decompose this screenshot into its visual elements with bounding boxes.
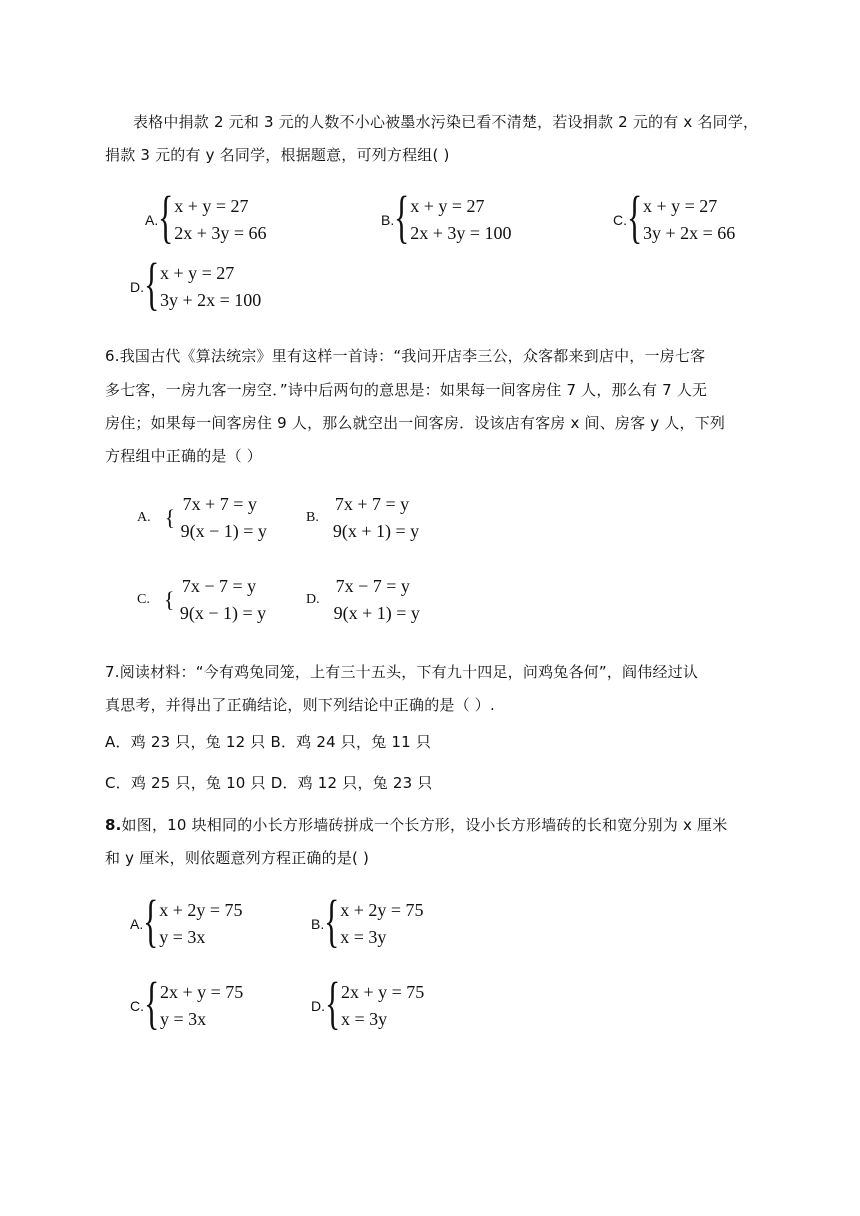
equation-2: 3y + 2x = 66 (643, 223, 736, 243)
equation-2: 9(x − 1) = y (179, 603, 267, 623)
q6-stem-line-2: 多七客，一房九客一房空．”诗中后两句的意思是：如果每一间客房住 7 人，那么有 7 人无 (105, 381, 708, 399)
q6-stem-line-1: 6.我国古代《算法统宗》里有这样一首诗：“我问开店李三公，众客都来到店中，一房七客 (105, 347, 706, 365)
brace-icon: { (158, 184, 174, 249)
q5-option-d[interactable] (130, 251, 262, 316)
q8-stem-text: 如图，10 块相同的小长方形墙砖拼成一个长方形，设小长方形墙砖的长和宽分别为 x 厘米 (121, 816, 728, 834)
q7-stem-line-2: 真思考，并得出了正确结论，则下列结论中正确的是（ ）. (105, 696, 495, 714)
q6-option-a[interactable] (137, 491, 267, 545)
brace-icon: { (627, 184, 643, 249)
option-label: B. (381, 212, 395, 228)
brace-icon: { (325, 970, 341, 1035)
equation-2: 9(x − 1) = y (180, 521, 267, 541)
option-label: A. (137, 510, 151, 525)
brace-icon: { (163, 587, 175, 612)
equation-1: 7x + 7 = y (182, 494, 257, 514)
equation-2: 3y + 2x = 100 (160, 290, 262, 310)
option-label: C. (137, 592, 150, 607)
option-label: C. (130, 998, 144, 1014)
q5-stem-line-2: 捐款 3 元的有 y 名同学，根据题意，可列方程组( ) (105, 146, 450, 164)
q7-stem-line-1: 7.阅读材料：“今有鸡兔同笼，上有三十五头，下有九十四足，问鸡兔各何”，阎伟经过认 (105, 663, 699, 681)
equation-1: x + y = 27 (643, 196, 718, 216)
brace-icon: { (164, 505, 176, 530)
equation-2: 2x + 3y = 66 (174, 223, 267, 243)
equation-2: 9(x + 1) = y (332, 521, 420, 541)
equation-1: x + 2y = 75 (159, 900, 243, 920)
q6-option-c[interactable] (137, 573, 266, 627)
option-label: B. (306, 510, 319, 525)
equation-1: 7x − 7 = y (335, 576, 410, 596)
q8-option-a[interactable] (130, 888, 243, 953)
equation-1: x + y = 27 (174, 196, 249, 216)
equation-2: x = 3y (341, 1009, 388, 1029)
option-label: D. (130, 279, 144, 295)
equation-2: 2x + 3y = 100 (410, 223, 512, 243)
equation-1: x + y = 27 (410, 196, 485, 216)
q5-stem-line-1: 表格中捐款 2 元和 3 元的人数不小心被墨水污染已看不清楚，若设捐款 2 元的有 x 名同学， (133, 113, 759, 131)
option-label: A. (145, 212, 159, 228)
q6-stem-line-3: 房住；如果每一间客房住 9 人，那么就空出一间客房．设该店有客房 x 间、房客 y 人，下列 (105, 414, 726, 432)
q6-option-b[interactable] (306, 491, 419, 545)
equation-2: y = 3x (159, 927, 206, 947)
equation-2: y = 3x (160, 1009, 207, 1029)
q5-option-b[interactable] (381, 184, 512, 249)
equation-2: x = 3y (340, 927, 387, 947)
q5-option-a[interactable] (145, 184, 267, 249)
equation-1: 2x + y = 75 (160, 982, 244, 1002)
equation-1: 2x + y = 75 (341, 982, 425, 1002)
q7-options-row-1[interactable]: A．鸡 23 只，兔 12 只 B．鸡 24 只，兔 11 只 (105, 733, 432, 751)
q8-option-c[interactable] (130, 970, 244, 1035)
equation-1: 7x + 7 = y (334, 494, 410, 514)
q6-option-d[interactable] (306, 573, 420, 627)
option-label: D. (306, 592, 320, 607)
equation-2: 9(x + 1) = y (333, 603, 420, 623)
q8-stem-line-1 (105, 815, 727, 835)
option-label: A. (130, 916, 144, 932)
option-label: D. (311, 998, 325, 1014)
equation-1: x + 2y = 75 (340, 900, 424, 920)
brace-icon: { (144, 251, 160, 316)
brace-icon: { (394, 184, 410, 249)
q7-options-row-2[interactable]: C．鸡 25 只，兔 10 只 D．鸡 12 只，兔 23 只 (105, 774, 433, 792)
q8-option-d[interactable] (311, 970, 425, 1035)
brace-icon: { (324, 888, 340, 953)
brace-icon: { (144, 970, 160, 1035)
q6-stem-line-4: 方程组中正确的是（ ） (105, 447, 262, 465)
q5-option-c[interactable] (613, 184, 736, 249)
equation-1: x + y = 27 (160, 263, 235, 283)
q8-number: 8. (105, 816, 122, 834)
option-label: C. (613, 212, 627, 228)
brace-icon: { (143, 888, 159, 953)
q8-option-b[interactable] (311, 888, 424, 953)
q8-stem-line-2: 和 y 厘米，则依题意列方程正确的是( ) (105, 849, 370, 867)
option-label: B. (311, 916, 325, 932)
equation-1: 7x − 7 = y (181, 576, 257, 596)
